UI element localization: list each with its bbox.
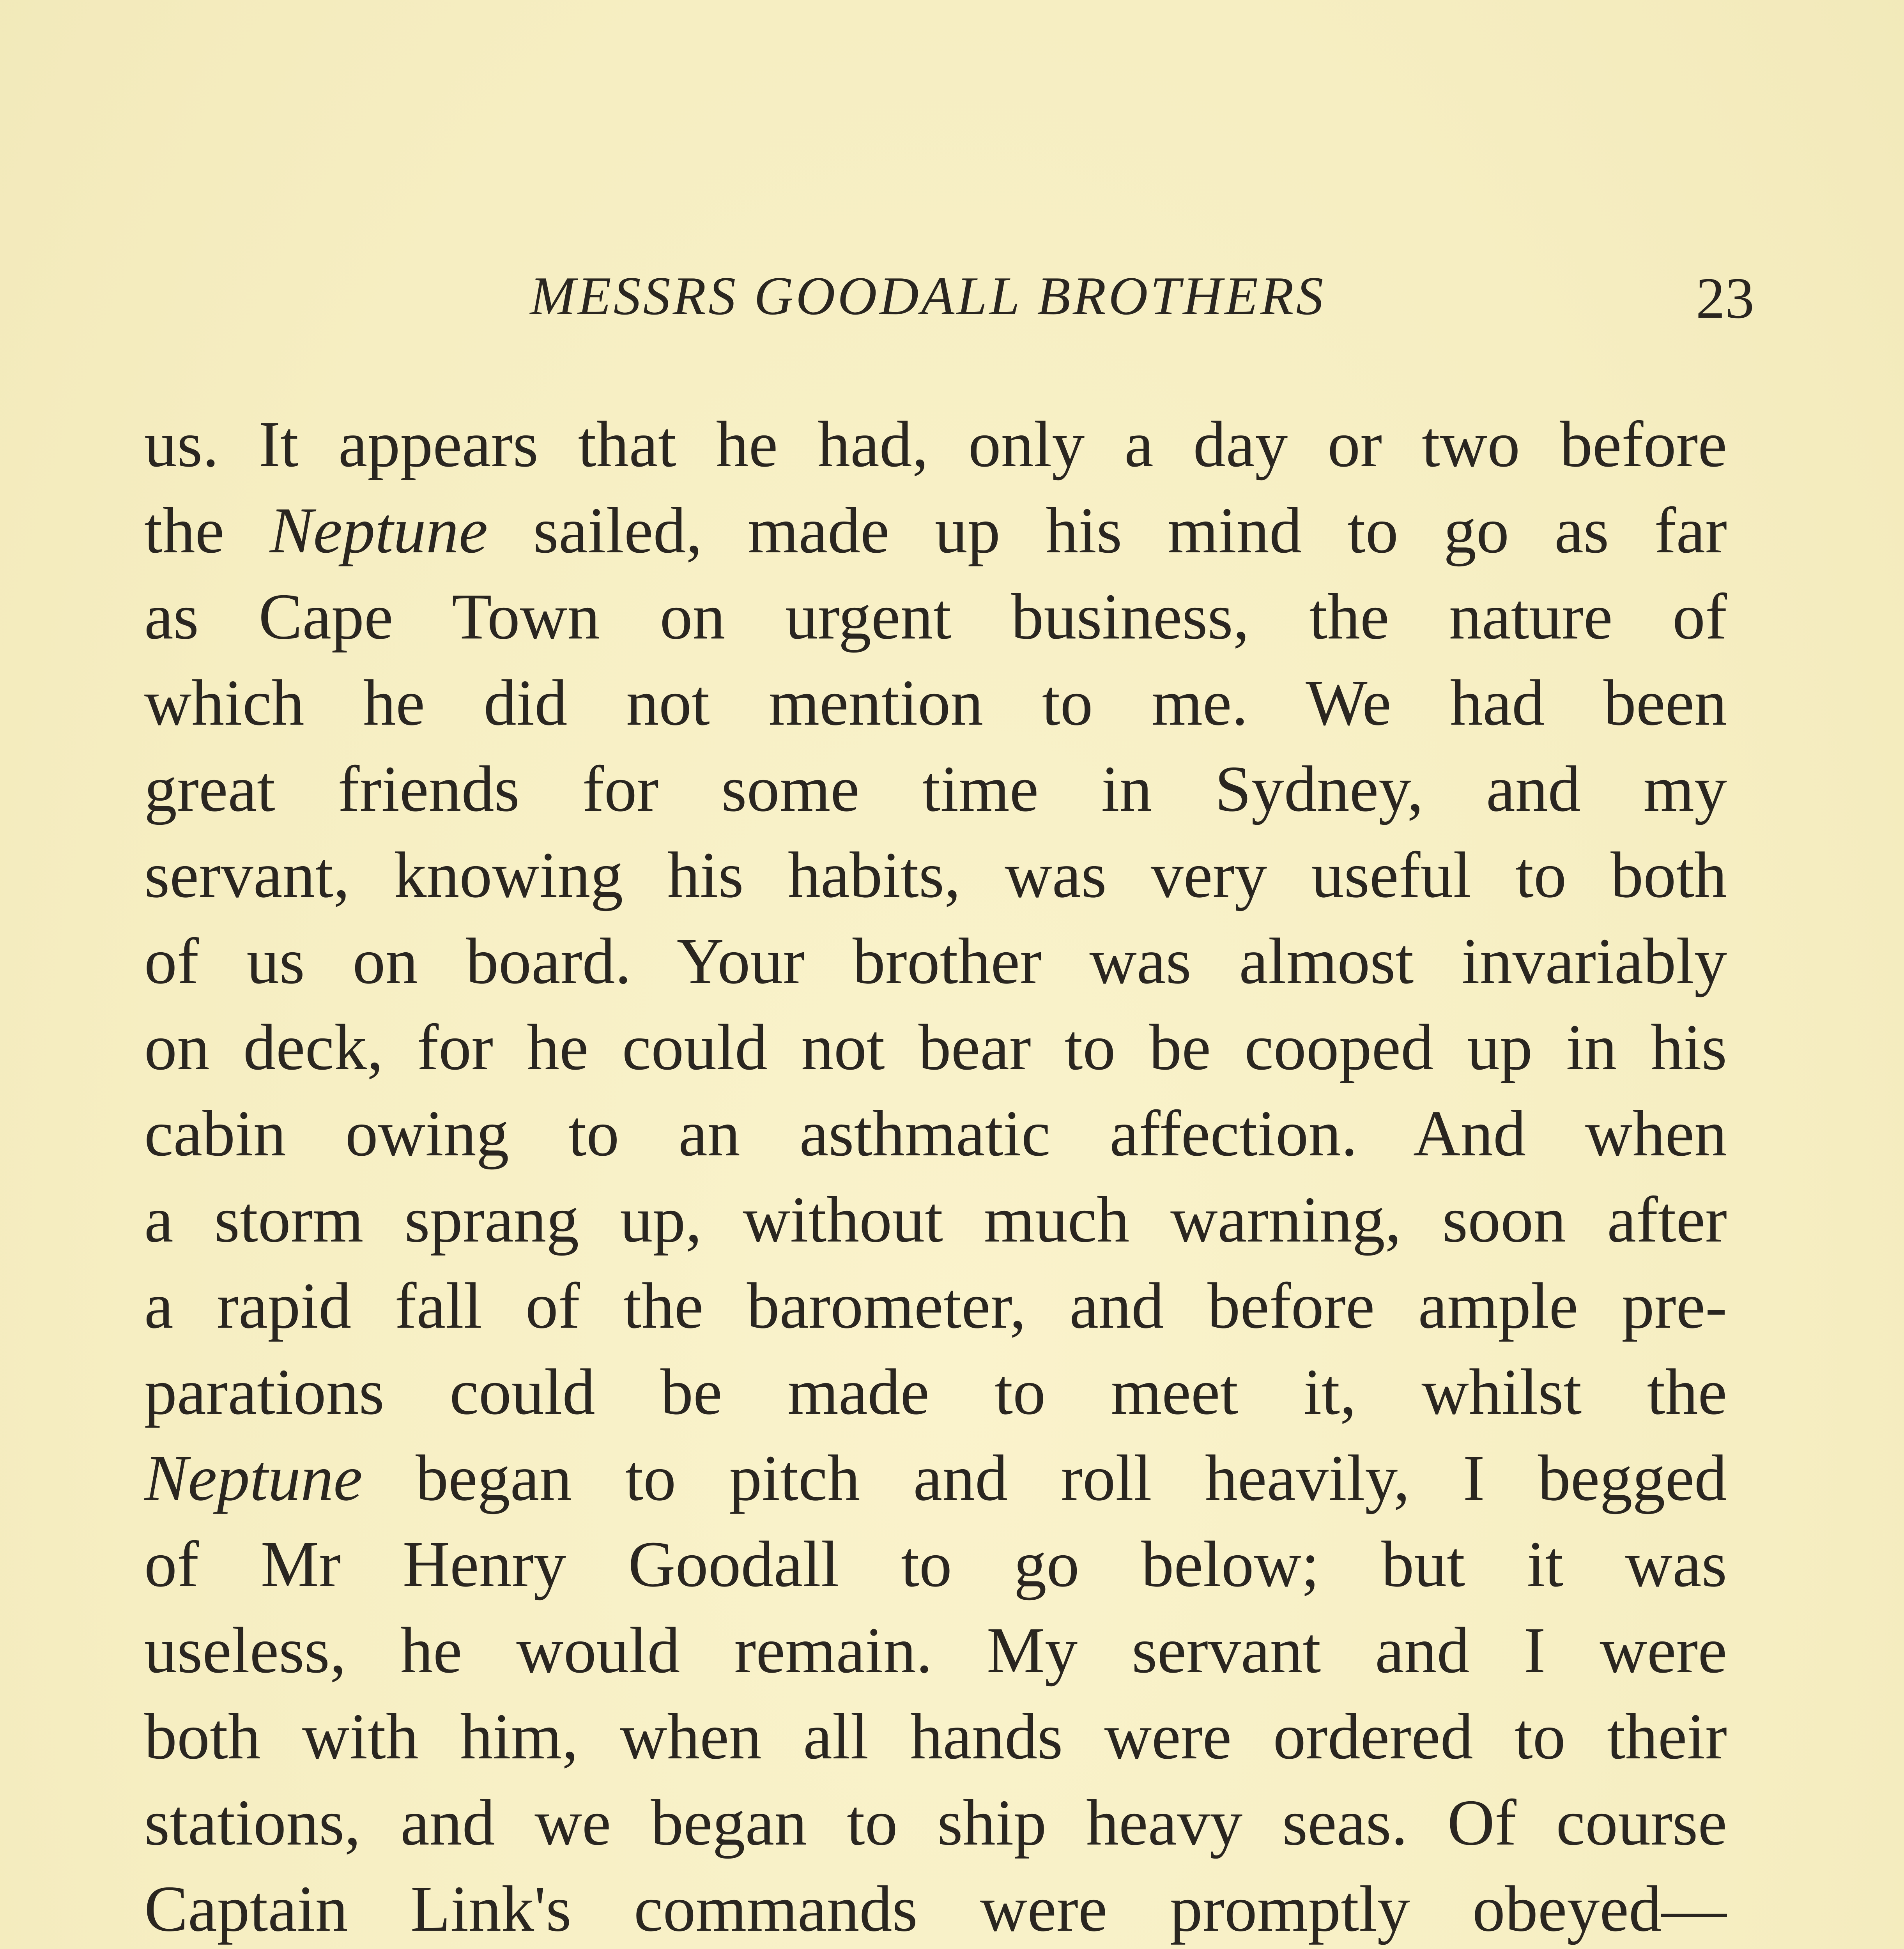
text-line: a storm sprang up, without much warning, soon after — [144, 1183, 1727, 1256]
page-number: 23 — [1696, 266, 1754, 331]
text-line: the Neptune sailed, made up his mind to go as far — [144, 494, 1727, 567]
ship-name: Neptune — [144, 1442, 363, 1514]
text-line: useless, he would remain. My servant and I were — [144, 1614, 1727, 1687]
text-line: servant, knowing his habits, was very useful to both — [144, 839, 1727, 911]
text-line: as Cape Town on urgent business, the nature of — [144, 580, 1727, 653]
text-line: on deck, for he could not bear to be cooped up in his — [144, 1011, 1727, 1084]
text-line: both with him, when all hands were ordered to their — [144, 1700, 1727, 1773]
body-text — [144, 401, 1727, 1949]
text-line: great friends for some time in Sydney, and my — [144, 753, 1727, 825]
text-line: Captain Link's commands were promptly obeyed— — [144, 1873, 1727, 1945]
text-line: of Mr Henry Goodall to go below; but it was — [144, 1528, 1727, 1601]
text-line: Neptune began to pitch and roll heavily, I begged — [144, 1442, 1727, 1514]
text-line: parations could be made to meet it, whilst the — [144, 1356, 1727, 1428]
text-line: stations, and we began to ship heavy seas. Of course — [144, 1786, 1727, 1859]
text-line: us. It appears that he had, only a day or two before — [144, 408, 1727, 481]
text-line: a rapid fall of the barometer, and before ample pre- — [144, 1270, 1727, 1342]
running-title: MESSRS GOODALL BROTHERS — [530, 266, 1326, 326]
text-line: which he did not mention to me. We had been — [144, 667, 1727, 739]
ship-name: Neptune — [269, 494, 488, 567]
text-line: cabin owing to an asthmatic affection. And when — [144, 1097, 1727, 1170]
text-line: of us on board. Your brother was almost invariably — [144, 925, 1727, 997]
